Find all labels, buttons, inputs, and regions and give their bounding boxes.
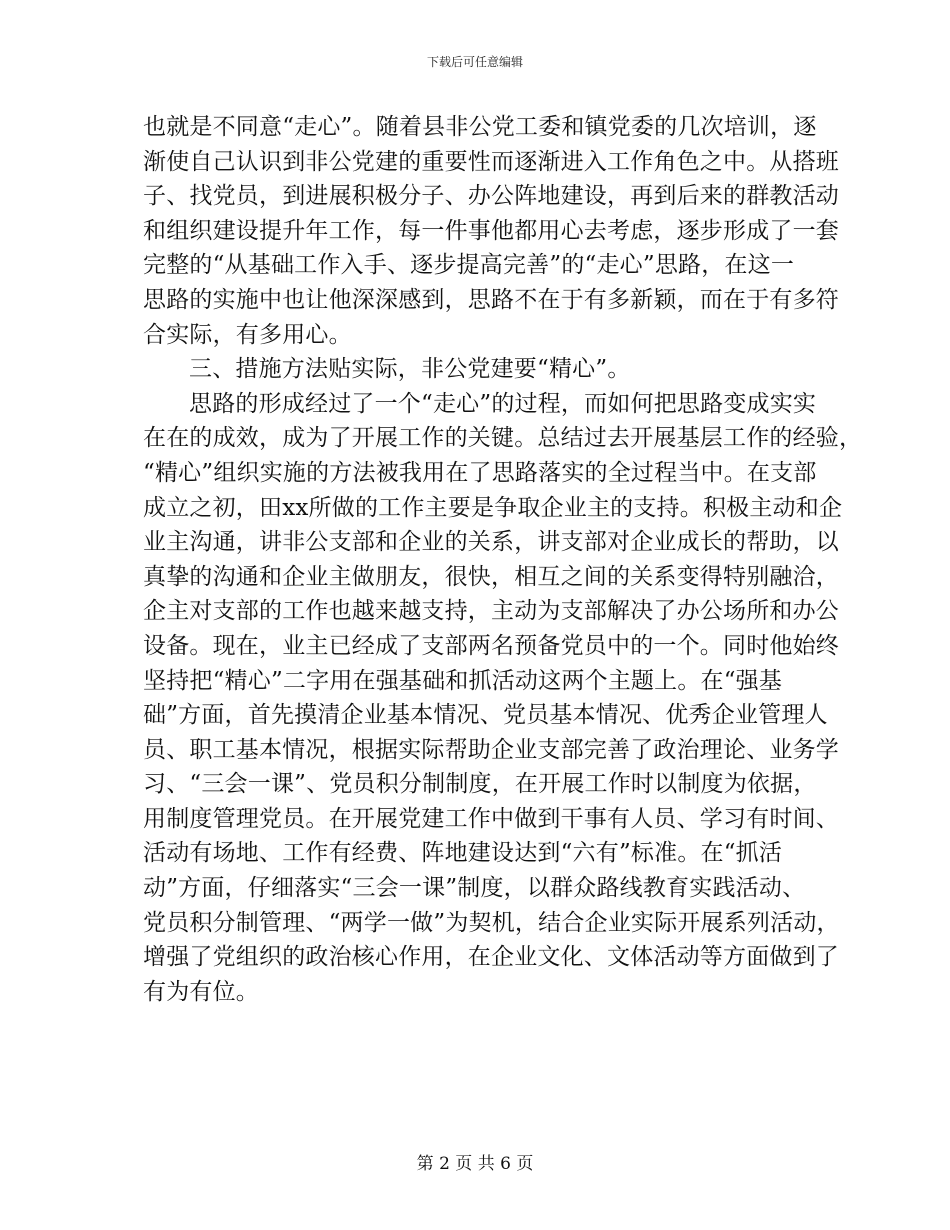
- text-line: 思路的实施中也让他深深感到，思路不在于有多新颖，而在于有多符: [143, 286, 839, 313]
- text-line: 也就是不同意“走心”。随着县非公党工委和镇党委的几次培训，逐: [143, 114, 817, 140]
- text-line: 渐使自己认识到非公党建的重要性而逐渐进入工作角色之中。从搭班: [143, 148, 839, 175]
- text-line: 成立之初，田xx所做的工作主要是争取企业主的支持。积极主动和企: [143, 494, 843, 521]
- text-line: “精心”组织实施的方法被我用在了思路落实的全过程当中。在支部: [143, 459, 817, 486]
- text-line: 坚持把“精心”二字用在强基础和抓活动这两个主题上。在“强基: [143, 667, 783, 694]
- page-header-note: 下载后可任意编辑: [426, 55, 523, 69]
- text-line: 动”方面，仔细落实“三会一课”制度，以群众路线教育实践活动、: [143, 875, 806, 902]
- text-line: 业主沟通，讲非公支部和企业的关系，讲支部对企业成长的帮助，以: [143, 529, 839, 556]
- text-line: 础”方面，首先摸清企业基本情况、党员基本情况、优秀企业管理人: [143, 702, 828, 729]
- text-line: 有为有位。: [143, 978, 259, 1005]
- body-text: [143, 110, 863, 1009]
- text-line: 员、职工基本情况，根据实际帮助企业支部完善了政治理论、业务学: [143, 736, 839, 763]
- text-line: 党员积分制管理、“两学一做”为契机，结合企业实际开展系列活动，: [143, 909, 840, 936]
- text-line: 真挚的沟通和企业主做朋友，很快，相互之间的关系变得特别融洽，: [143, 563, 839, 590]
- section-heading: 三、措施方法贴实际，非公党建要“精心”。: [189, 356, 631, 383]
- text-line: 完整的“从基础工作入手、逐步提高完善”的“走心”思路，在这一: [143, 252, 795, 279]
- text-line: 和组织建设提升年工作，每一件事他都用心去考虑，逐步形成了一套: [143, 217, 839, 244]
- text-line: 子、找党员，到进展积极分子、办公阵地建设，再到后来的群教活动: [143, 183, 839, 210]
- text-line: 习、“三会一课”、党员积分制制度，在开展工作时以制度为依据，: [143, 771, 817, 798]
- text-line: 增强了党组织的政治核心作用，在企业文化、文体活动等方面做到了: [143, 944, 839, 971]
- paragraph-start-line: 思路的形成经过了一个“走心”的过程，而如何把思路变成实实: [189, 390, 817, 417]
- text-line: 在在的成效，成为了开展工作的关键。总结过去开展基层工作的经验，: [143, 425, 863, 452]
- page-number-footer: 第 2 页 共 6 页: [416, 1154, 534, 1174]
- text-line: 活动有场地、工作有经费、阵地建设达到“六有”标准。在“抓活: [143, 840, 783, 867]
- text-line: 合实际，有多用心。: [143, 321, 352, 348]
- text-line: 企主对支部的工作也越来越支持，主动为支部解决了办公场所和办公: [143, 598, 839, 625]
- text-line: 设备。现在，业主已经成了支部两名预备党员中的一个。同时他始终: [143, 632, 839, 659]
- text-line: 用制度管理党员。在开展党建工作中做到干事有人员、学习有时间、: [143, 805, 839, 832]
